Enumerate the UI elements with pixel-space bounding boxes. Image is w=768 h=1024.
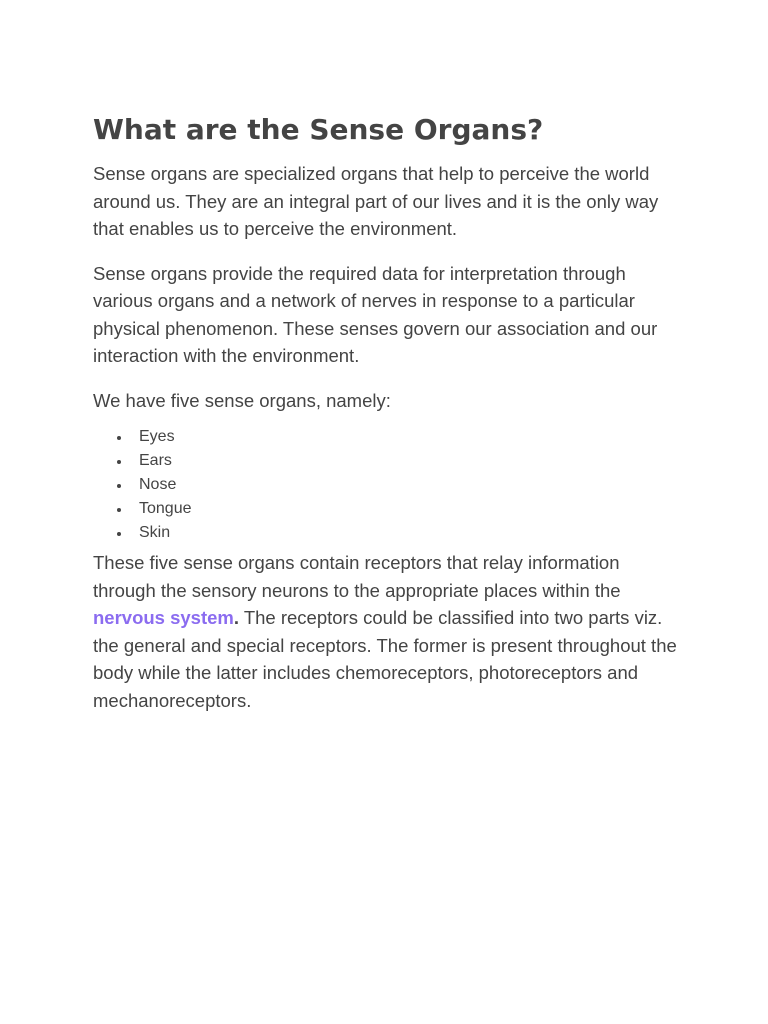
list-item: Nose: [139, 473, 683, 497]
sense-organs-list: [93, 425, 683, 545]
description-paragraph: Sense organs provide the required data for interpretation through various organs and a network of nerves in response to a particular physical phenomenon. These senses govern our association and our interaction with the environment.: [93, 262, 658, 366]
receptors-text-before-link: These five sense organs contain receptors that relay information through the sensory neurons to the appropriate places within the: [93, 552, 621, 601]
list-item: Eyes: [139, 425, 683, 449]
list-item: Tongue: [139, 497, 683, 521]
receptors-text-after-link: The receptors could be classified into two parts viz. the general and special receptors. The former is present throughout the body while the latter includes chemoreceptors, photoreceptors and mechanoreceptors.: [93, 607, 677, 711]
list-intro: We have five sense organs, namely:: [93, 389, 391, 411]
list-item: Ears: [139, 449, 683, 473]
receptors-paragraph: [93, 549, 683, 714]
list-item: Skin: [139, 521, 683, 545]
nervous-system-link[interactable]: nervous system: [93, 607, 234, 628]
page-title: What are the Sense Organs?: [93, 113, 544, 146]
link-period: .: [233, 607, 240, 628]
article: [93, 110, 683, 731]
intro-paragraph: Sense organs are specialized organs that help to perceive the world around us. They are an integral part of our lives and it is the only way that enables us to perceive the environment.: [93, 163, 659, 239]
